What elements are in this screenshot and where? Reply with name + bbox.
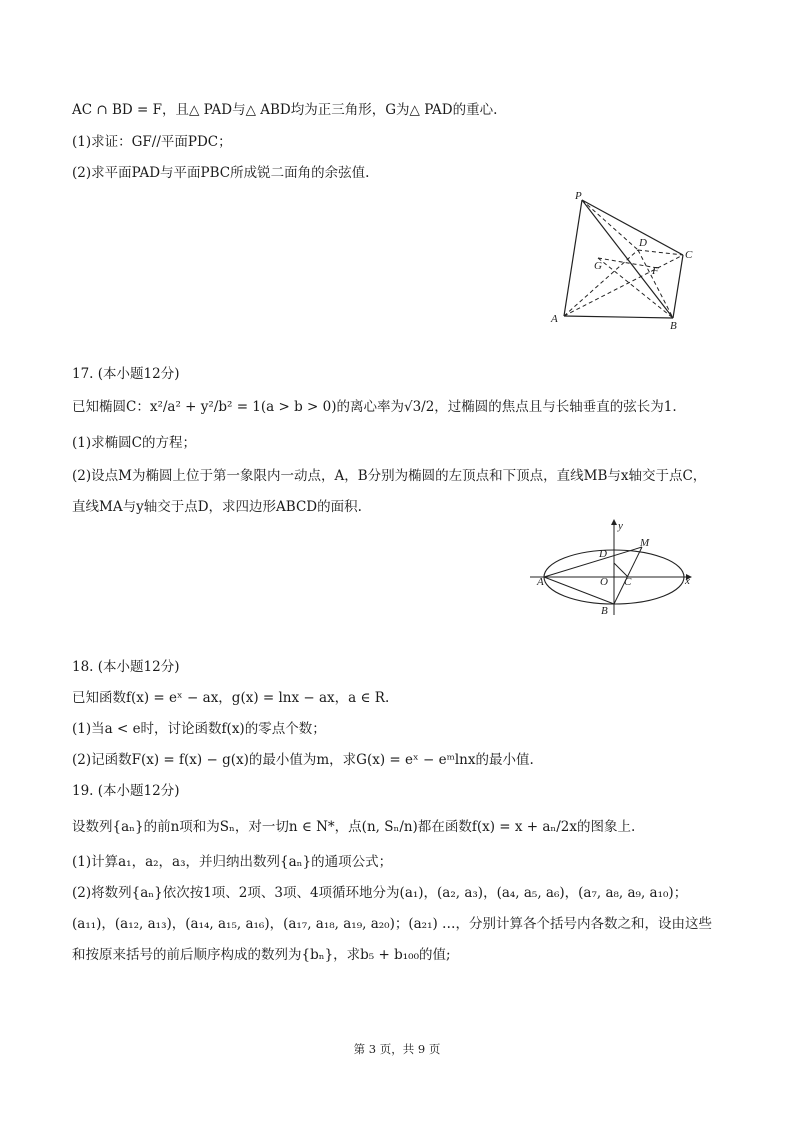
q18-part2: (2)记函数F(x) = f(x) − g(x)的最小值为m，求G(x) = eˣ − eᵐlnx的最小值. (72, 752, 534, 768)
q19-part2-a: (2)将数列{aₙ}依次按1项、2项、3项、4项循环地分为(a₁)，(a₂, a₃)，(a₄, a₅, a₆)，(a₇, a₈, a₉, a₁₀)； (72, 885, 688, 901)
page-footer: 第 3 页，共 9 页 (353, 1042, 441, 1056)
q16-part1: (1)求证：GF//平面PDC； (72, 134, 232, 150)
q19-statement: 设数列{aₙ}的前n项和为Sₙ，对一切n ∈ N*，点(n, Sₙ/n)都在函数f(x) = x + aₙ/2x的图象上. (72, 819, 636, 835)
q17-statement: 已知椭圆C：x²/a² + y²/b² = 1(a > b > 0)的离心率为√3/2，过椭圆的焦点且与长轴垂直的弦长为1. (72, 399, 677, 415)
label-P: P (575, 190, 582, 202)
label-x: x (685, 575, 690, 587)
q16-part2: (2)求平面PAD与平面PBC所成锐二面角的余弦值. (72, 165, 370, 181)
label-D: D (639, 237, 647, 249)
q17-part2-b: 直线MA与y轴交于点D，求四边形ABCD的面积. (72, 499, 362, 515)
label-O: O (600, 576, 608, 588)
label-G: G (594, 260, 602, 272)
q19-part2-c: 和按原来括号的前后顺序构成的数列为{bₙ}，求b₅ + b₁₀₀的值; (72, 947, 451, 963)
label-y: y (618, 520, 623, 532)
line-acbd: AC ∩ BD = F，且△ PAD与△ ABD均为正三角形，G为△ PAD的重心. (72, 102, 498, 118)
q18-heading: 18. (本小题12分) (72, 659, 180, 675)
label-M: M (640, 537, 650, 549)
label-A: A (537, 576, 544, 588)
label-F: F (652, 265, 659, 277)
q19-part2-b: (a₁₁)，(a₁₂, a₁₃)，(a₁₄, a₁₅, a₁₆)，(a₁₇, a₁₈, a₁₉, a₂₀)；(a₂₁) …，分别计算各个括号内各数之和，设由这些 (72, 916, 713, 932)
q17-part1: (1)求椭圆C的方程； (72, 435, 196, 451)
label-D: D (599, 548, 607, 560)
q18-statement: 已知函数f(x) = eˣ − ax，g(x) = lnx − ax，a ∈ R. (72, 690, 390, 706)
label-B: B (670, 320, 677, 332)
q17-part2-a: (2)设点M为椭圆上位于第一象限内一动点，A，B分别为椭圆的左顶点和下顶点，直线MB与x轴交于点C， (72, 468, 707, 484)
label-B: B (601, 605, 608, 617)
label-C: C (685, 249, 693, 261)
q17-heading: 17. (本小题12分) (72, 366, 180, 382)
pyramid-figure (540, 188, 700, 338)
q18-part1: (1)当a < e时，讨论函数f(x)的零点个数； (72, 721, 326, 737)
label-A: A (551, 313, 558, 325)
label-C: C (624, 576, 632, 588)
ellipse-figure (528, 515, 698, 620)
q19-heading: 19. (本小题12分) (72, 783, 180, 799)
q19-part1: (1)计算a₁，a₂，a₃，并归纳出数列{aₙ}的通项公式； (72, 854, 393, 870)
